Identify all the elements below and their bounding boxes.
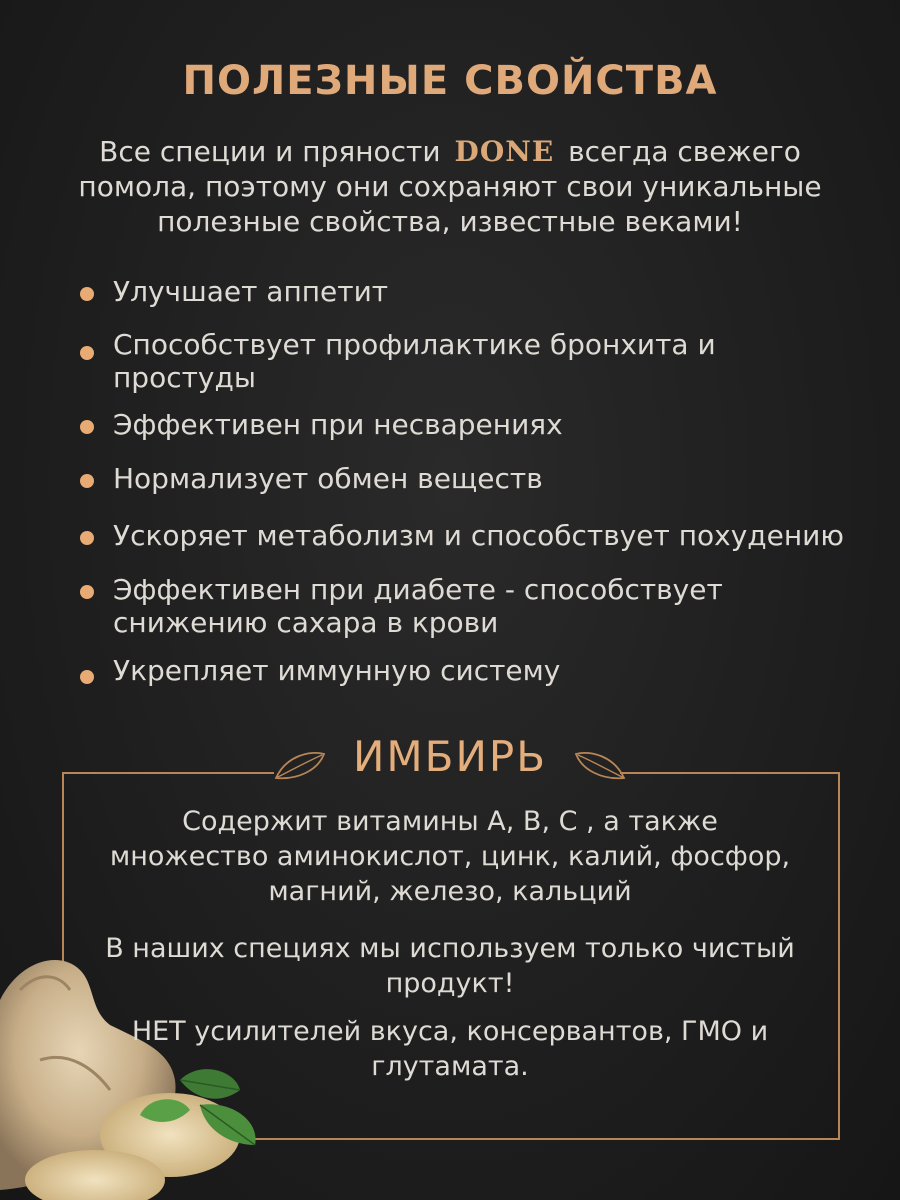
benefit-item [80, 519, 844, 552]
paragraph-line: В наших специях мы используем только чистый [105, 933, 795, 964]
paragraph-line: Содержит витамины А, В, С , а также [182, 806, 718, 837]
intro-text-after: всегда свежего [568, 135, 801, 168]
dot-icon [80, 585, 94, 599]
ginger-paragraph-no-additives [70, 1014, 830, 1084]
benefit-text [113, 519, 844, 552]
paragraph-line: НЕТ усилителей вкуса, консервантов, ГМО и [131, 1016, 769, 1047]
benefit-text [113, 654, 560, 687]
intro-line-2: помола, поэтому они сохраняют свои уникальные [78, 170, 822, 203]
paragraph-line: множество аминокислот, цинк, калий, фосфор, [109, 841, 791, 872]
benefit-line: Ускоряет метаболизм и способствует похудению [113, 519, 844, 552]
benefit-line: Укрепляет иммунную систему [113, 654, 561, 687]
benefit-line: Способствует профилактике бронхита и [113, 328, 716, 361]
benefit-text [113, 462, 543, 495]
dot-icon [80, 287, 94, 301]
benefit-text [113, 408, 563, 441]
benefit-line: простуды [113, 361, 256, 394]
paragraph-line: продукт! [385, 968, 515, 999]
dot-icon [80, 420, 94, 434]
paragraph-line: магний, железо, кальций [268, 876, 632, 907]
benefit-item [80, 408, 563, 441]
section-title: ИМБИРЬ [352, 732, 548, 781]
page-title: ПОЛЕЗНЫЕ СВОЙСТВА [182, 58, 718, 104]
dot-icon [80, 346, 94, 360]
benefit-item [80, 654, 560, 687]
dot-icon [80, 531, 94, 545]
benefit-line: Улучшает аппетит [113, 275, 389, 308]
benefit-item [80, 462, 543, 495]
paragraph-line: глутамата. [371, 1051, 529, 1082]
brand-name: DONE [454, 135, 555, 168]
benefit-text [113, 275, 388, 308]
benefit-item [80, 275, 388, 308]
ginger-paragraph-pure-product [70, 931, 830, 1001]
benefit-text [113, 573, 723, 639]
ginger-paragraph-vitamins [70, 804, 830, 909]
benefit-text [113, 328, 716, 394]
benefit-line: Эффективен при диабете - способствует [113, 573, 723, 606]
intro-line-3: полезные свойства, известные веками! [157, 205, 743, 238]
benefit-line: снижению сахара в крови [113, 606, 499, 639]
dot-icon [80, 474, 94, 488]
dot-icon [80, 670, 94, 684]
benefit-line: Нормализует обмен веществ [113, 462, 543, 495]
intro-text [40, 134, 860, 239]
benefit-line: Эффективен при несварениях [113, 408, 563, 441]
intro-line-1 [40, 134, 860, 169]
benefit-item [80, 328, 716, 394]
benefit-item [80, 573, 723, 639]
intro-text-before: Все специи и пряности [99, 135, 441, 168]
